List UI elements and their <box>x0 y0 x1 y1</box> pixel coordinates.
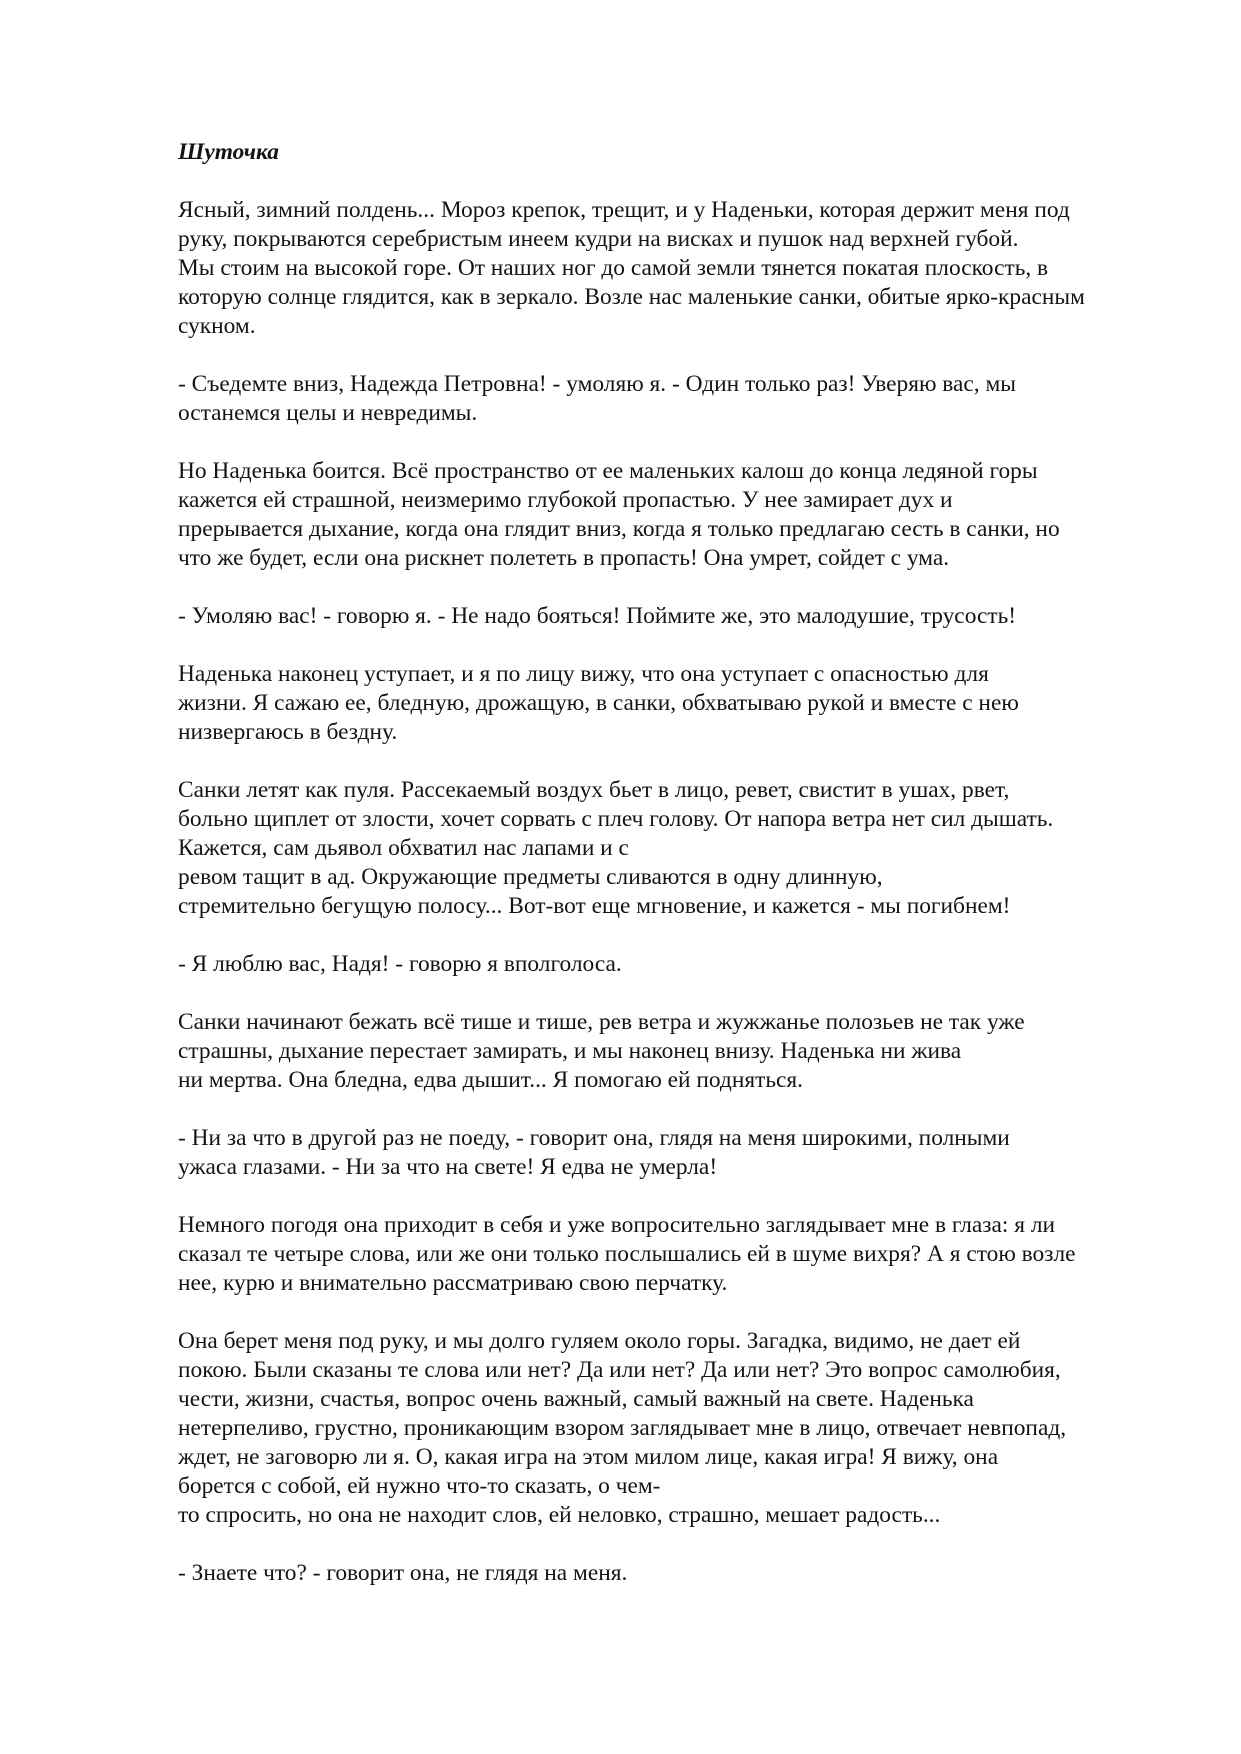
text-line: низвергаюсь в бездну. <box>178 719 398 745</box>
paragraph <box>178 196 1178 341</box>
text-line: Ясный, зимний полдень... Мороз крепок, трещит, и у Наденьки, которая держит меня под <box>178 197 1070 223</box>
text-line: борется с собой, ей нужно что-то сказать, о чем- <box>178 1473 661 1499</box>
text-line: ни мертва. Она бледна, едва дышит... Я помогаю ей подняться. <box>178 1067 803 1093</box>
text-line: что же будет, если она рискнет полететь в пропасть! Она умрет, сойдет с ума. <box>178 545 950 571</box>
text-line: нее, курю и внимательно рассматриваю свою перчатку. <box>178 1270 728 1296</box>
text-line: сказал те четыре слова, или же они только послышались ей в шуме вихря? А я стою возле <box>178 1241 1076 1267</box>
paragraph <box>178 1327 1178 1530</box>
paragraph <box>178 1008 1178 1095</box>
text-line: - Знаете что? - говорит она, не глядя на меня. <box>178 1560 628 1586</box>
text-line: - Ни за что в другой раз не поеду, - говорит она, глядя на меня широкими, полными <box>178 1125 1010 1151</box>
paragraph-list <box>178 196 1178 1588</box>
text-line: Но Наденька боится. Всё пространство от ее маленьких калош до конца ледяной горы <box>178 458 1038 484</box>
text-line: покою. Были сказаны те слова или нет? Да или нет? Да или нет? Это вопрос самолюбия, <box>178 1357 1061 1383</box>
text-line: жизни. Я сажаю ее, бледную, дрожащую, в санки, обхватываю рукой и вместе с нею <box>178 690 1019 716</box>
paragraph <box>178 457 1178 573</box>
text-line: страшны, дыхание перестает замирать, и мы наконец внизу. Наденька ни жива <box>178 1038 962 1064</box>
text-line: больно щиплет от злости, хочет сорвать с плеч голову. От напора ветра нет сил дышать. <box>178 806 1054 832</box>
text-line: Кажется, сам дьявол обхватил нас лапами и с <box>178 835 629 861</box>
paragraph <box>178 660 1178 747</box>
text-line: нетерпеливо, грустно, проникающим взором заглядывает мне в лицо, отвечает невпопад, <box>178 1415 1067 1441</box>
text-line: руку, покрываются серебристым инеем кудри на висках и пушок над верхней губой. <box>178 226 1019 252</box>
text-line: ждет, не заговорю ли я. О, какая игра на этом милом лице, какая игра! Я вижу, она <box>178 1444 999 1470</box>
text-line: Немного погодя она приходит в себя и уже вопросительно заглядывает мне в глаза: я ли <box>178 1212 1056 1238</box>
text-line: Она берет меня под руку, и мы долго гуляем около горы. Загадка, видимо, не дает ей <box>178 1328 1021 1354</box>
text-line: кажется ей страшной, неизмеримо глубокой пропастью. У нее замирает дух и <box>178 487 953 513</box>
text-line: Наденька наконец уступает, и я по лицу вижу, что она уступает с опасностью для <box>178 661 989 687</box>
paragraph <box>178 1559 1178 1588</box>
paragraph <box>178 1124 1178 1182</box>
text-line: - Я люблю вас, Надя! - говорю я вполголоса. <box>178 951 622 977</box>
text-line: - Съедемте вниз, Надежда Петровна! - умоляю я. - Один только раз! Уверяю вас, мы <box>178 371 1016 397</box>
text-line: - Умоляю вас! - говорю я. - Не надо бояться! Поймите же, это малодушие, трусость! <box>178 603 1017 629</box>
text-line: ужаса глазами. - Ни за что на свете! Я едва не умерла! <box>178 1154 718 1180</box>
text-line: то спросить, но она не находит слов, ей неловко, страшно, мешает радость... <box>178 1502 941 1528</box>
document-title: Шуточка <box>178 139 279 165</box>
text-line: Санки летят как пуля. Рассекаемый воздух бьет в лицо, ревет, свистит в ушах, рвет, <box>178 777 1010 803</box>
paragraph <box>178 602 1178 631</box>
document-body <box>178 138 1178 1588</box>
text-line: останемся целы и невредимы. <box>178 400 478 426</box>
text-line: стремительно бегущую полосу... Вот-вот еще мгновение, и кажется - мы погибнем! <box>178 893 1011 919</box>
text-line: Мы стоим на высокой горе. От наших ног до самой земли тянется покатая плоскость, в <box>178 255 1049 281</box>
text-line: сукном. <box>178 313 256 339</box>
paragraph <box>178 1211 1178 1298</box>
text-line: прерывается дыхание, когда она глядит вниз, когда я только предлагаю сесть в санки, но <box>178 516 1060 542</box>
text-line: которую солнце глядится, как в зеркало. Возле нас маленькие санки, обитые ярко-красным <box>178 284 1085 310</box>
paragraph <box>178 950 1178 979</box>
text-line: ревом тащит в ад. Окружающие предметы сливаются в одну длинную, <box>178 864 883 890</box>
text-line: чести, жизни, счастья, вопрос очень важный, самый важный на свете. Наденька <box>178 1386 974 1412</box>
text-line: Санки начинают бежать всё тише и тише, рев ветра и жужжанье полозьев не так уже <box>178 1009 1025 1035</box>
paragraph <box>178 370 1178 428</box>
paragraph <box>178 776 1178 921</box>
